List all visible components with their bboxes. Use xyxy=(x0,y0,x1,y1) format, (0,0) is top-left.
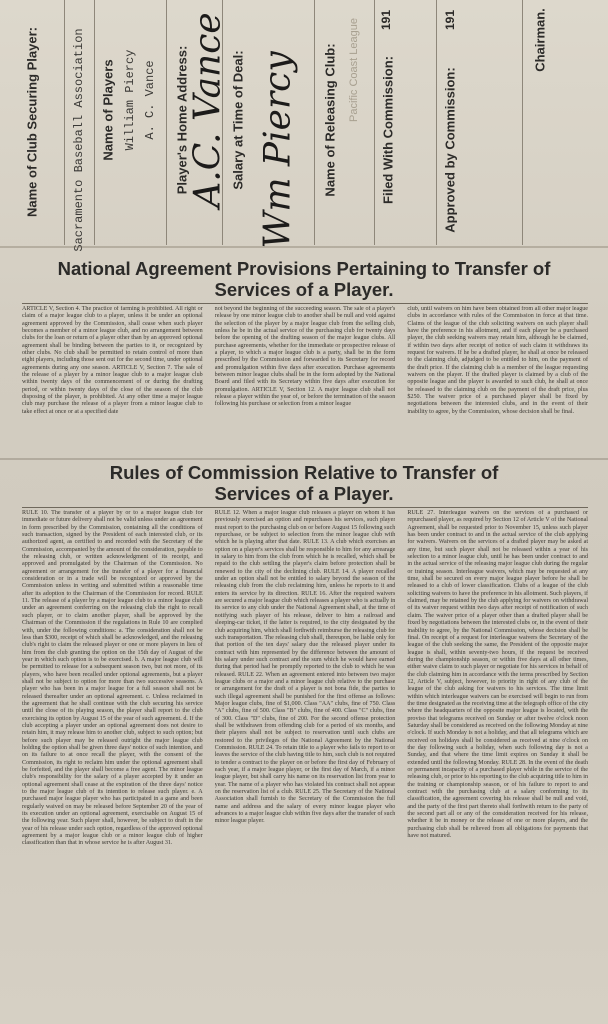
filed-year: 191 xyxy=(379,9,393,31)
club-securing-column xyxy=(0,0,65,245)
section1-col-1: ARTICLE V, Section 4. The practice of farming is prohibited. All right or claim of a major league club to a player, unless it be under an optional agreement approved by the Commission, shall cease when such player becomes a member of a minor league club, and no arrangement between clubs for the loan or return of a player other than by an approved optional agreement shall be binding between the parties to it, or recognized by other clubs. No club shall be permitted to retain control of more than eight players, including those sent out for the second time, under optional agreements during any one season. ARTICLE V, Section 7. The sale of the release of a player by a minor league club to a major league club within twenty days of the commencement of or during the drafting period, or within twenty days of the close of the season of the club disposing of the player, is prohibited. At any other time a major league club may purchase the release of a player from a minor league club to take effect at once or at a specified date xyxy=(22,306,203,415)
home-address-column xyxy=(166,0,229,245)
approved-year: 191 xyxy=(443,9,457,31)
section1-title-line1: National Agreement Provisions Pertaining to Transfer of xyxy=(57,258,551,279)
section2-title-line1: Rules of Commission Relative to Transfer of xyxy=(109,462,499,483)
filed-column xyxy=(374,0,437,245)
section2-rule xyxy=(22,507,588,508)
home-address-label: Player's Home Address: xyxy=(174,45,190,195)
section1-title xyxy=(0,258,608,300)
club-securing-value-column xyxy=(64,0,95,252)
filed-label: Filed With Commission: xyxy=(380,56,396,204)
releasing-stamp: Pacific Coast League xyxy=(348,18,360,122)
releasing-club-column xyxy=(314,0,375,245)
section1-title-line2: Services of a Player. xyxy=(214,279,394,300)
approved-column xyxy=(436,0,523,245)
signature-piercy: Wm Piercy xyxy=(257,51,299,249)
releasing-club-label: Name of Releasing Club: xyxy=(322,43,338,197)
players-column xyxy=(94,0,167,245)
fold-line-2 xyxy=(0,458,608,460)
approved-label: Approved by Commission: xyxy=(442,67,458,233)
salary-column xyxy=(222,0,315,249)
chairman-label: Chairman. xyxy=(532,8,548,72)
section2-col-3: RULE 27. Interleague waivers on the services of a purchased or repurchased player, as required by Section 12 of Article V of the National Agreement, shall be requested prior to November 15, unless such player has been under contract to and in the actual service of the club applying for waivers. Waivers on the services of a drafted player may be asked at any time, but such player shall not be released within a year of his selection to a minor league club, until he has been under contract to and in the actual service of the releasing major league club during the regular or training season. Interleague waivers, which may be requested at any time, shall be secured on every major league player before he shall be released to a club of lower classification. Clubs of a league of the club soliciting waivers to have the preference in his allotment. Such players, if claimed, may be retained by the club applying for waivers on withdrawal of its waiver request within two days after receipt of notification of such claim. The waiver price of a player other than a drafted player shall be fixed by negotiations between the interested clubs or, in the event of their inability to agree, by the National Commission, whose decision shall be final. On receipt of a request for interleague waivers the Secretary of the league of the club seeking the same, the President of the opposite major league is shall, within seventy-two hours, if the request be received during the championship season, or within five days at all other times, either waive claim to such player or negotiate for his services in behalf of the club claiming him in accordance with the terms prescribed by Section 12, Article V, subject, however, to priority in right of any club of the league of the club asking for waivers to his services. The time limit within which interleague waivers can be exercised will begin to run from the time designated as the receiving time at the telegraph office of the city where the headquarters of the opposite major league is located, with the proviso that telegrams received on Sunday or after twelve o'clock noon Saturday shall be considered as received on the following Monday at nine o'clock. If such Monday is not a holiday, and that all telegrams which are received on holidays shall be considered as received at nine o'clock on the day following such a holiday, when such following day is not a Sunday, and that where the time limit expires on Sunday it shall be extended until the following Monday. RULE 28. In the event of the death or permanent incapacity of a purchased player while in the service of the releasing club, or prior to his reporting to the club acquiring title to him in the training or championship season, or of his failure to report to and contract with the purchasing club at a salary conforming to its classification, the agreement covering his release shall be null and void, and the party of the first part thereto shall forthwith return to the party of the second part all or any of the consideration received for his release, whether it be in money or the release of one or more players, and the purchasing club shall be relieved from all obligations for payments that have not matured. xyxy=(407,510,589,840)
player-vance: A. C. Vance xyxy=(143,60,157,140)
section2-col-2: RULE 12. When a major league club releases a player on whom it has previously exercised an option and repurchases his services, such player must report to the purchasing club on or before August 15 following such repurchase, or be subject to selection from the minor league club with which he is playing after that date. RULE 13. A club which exercises an option on a player's services shall be responsible to him for any arrearage in salary to him from the club from which he is recalled, which shall be repaid to the club settling the player's claim before protection shall be renewed to the city of the declining club. RULE 14. A player recalled under an option shall not be entitled to salary beyond the season of the releasing club from the club reclaiming him, unless he reports to it and enters its service by its direction. RULE 16. After the required waivers are secured a major league club which releases a player who is actually in its service to any club under the National Agreement shall, at the time of notifying such player of his release, deliver to him a railroad and sleeping-car ticket, if the latter is required, to the city designated by the club acquiring him, which shall forthwith reimburse the releasing club for such transportation. The releasing club shall, thereupon, be liable only for that portion of the ten days' salary due the released player under its contract with him represented by the difference between the amount of his salary under such contract and the sum which he would have earned during that period had he promptly reported to the club to which he was released. RULE 22. When an agreement entered into between two major league clubs or a major and a minor league club relative to the purchase or arrangement for the draft of a player is not bona fide, the parties to such illegal agreement shall be punished for the first offense as follows: Major league clubs, fine of $1,000. Class "AA" clubs, fine of 750. Class "A" clubs, fine of 500. Class "B" clubs, fine of 400. Class "C" clubs, fine of 300. Class "D" clubs, fine of 200. For the second offense protection shall be withdrawn from offending club for a period of six months, and their players shall not be subject to reservation until such clubs are restored to the privileges of the National Agreement by the National Commission. RULE 24. To retain title to a player who fails to report to or leaves the service of the club having title to him, such club is not required to tender a contract to the player on or before the first day of February of each year, if a major league player, or the first day of March, if a minor league player, but shall carry his name on its reservation list from year to year. The name of a player who has violated his contract shall not appear on the reservation list of a club. RULE 25. The Secretary of the National Association shall furnish to the Secretary of the Commission the full name and address and the salary of every minor league player who advances to a major league club within five days after the transfer of such minor league player. xyxy=(214,510,396,825)
section2-col-1: RULE 10. The transfer of a player by or to a major league club for immediate or future delivery shall not be valid unless under an agreement in form prescribed by the Commission, containing all the conditions of such transaction, signed by the President of each interested club, or its authorized agent, as certified to and recorded with the Secretary of the Commission, accompanied by the amount of the consideration, payable to the releasing club, or written acknowledgment of its receipt, and approved and promulgated by the Chairman of the Commission. No agreement or arrangement for the transfer of a player for a financial consideration or in a trade will be recognized or approved by the Commission unless in writing and submitted within a reasonable time after its adoption to the Chairman of the Commission for record. RULE 11. The release of a player by a major league club to a minor league club under an agreement conferring on the releasing club the right to recall such player, or to claim another player, shall be approved by the Chairman of the Commission if the regulations in Rule 10 are complied with, under the following conditions: a. The consideration shall not be less than $300, receipt of which shall be acknowledged, and the releasing club's right to claim the released player or one or more players in lieu of him from the club granting the option on the 15th day of August of the year in which such option is to be exercised. b. A major league club will be permitted to release for a subsequent season two, but not more, of its players, who have been recalled under optional agreements, but a player shall not be subject to option for more than two successive seasons. A player who has been in a major league for a full season shall not be released thereafter under an optional agreement. c. Unless reclaimed in the agreement that he shall continue with the club securing his service until the close of its playing season, the player shall report to the club exercising its option by August 15 of the year of such agreement. d. If the club accepting a player under an optional agreement does not desire to retain him, it may release him to another club, subject to such option; but before such player may be released outright the major league club holding the option shall be given three days' notice of such intention, and on its failure to at once recall the player, with the consent of the Commission, its right to reclaim him under the optional agreement shall be forfeited, and the player shall become a free agent. The minor league club's responsibility for the salary of a player accepted by it under an optional agreement shall cease at the expiration of the three days' notice to the major league club of its intention to release such player. e. A purchased major league player who has participated in a game and been regularly waived on may be released before September 20 of the year of its execution under an optional agreement, exercisable on August 15 of the following year. Such player shall, however, be subject to draft in the year of his release under such option, regardless of the approved optional agreement by a major league club or a minor league club of higher classification than that in whose service he is after August 31. xyxy=(22,510,203,847)
section1-columns xyxy=(22,306,588,454)
signature-vance: A.C. Vance xyxy=(187,12,229,208)
chairman-column xyxy=(522,0,608,245)
club-securing-label: Name of Club Securing Player: xyxy=(24,27,40,217)
players-label: Name of Players xyxy=(100,59,116,161)
fold-line xyxy=(0,246,608,248)
transfer-form xyxy=(0,0,608,252)
section2-title xyxy=(0,462,608,504)
salary-label: Salary at Time of Deal: xyxy=(230,50,246,190)
section2-title-line2: Services of a Player. xyxy=(214,483,394,504)
section2-columns xyxy=(22,510,588,1020)
section1-col-2: not beyond the beginning of the succeeding season. The sale of a player's release by one minor league club to another shall be null and void against the selection of the player by a major league club from the selling club, unless he be in the actual service of the purchasing club for twenty days before the opening of the drafting season of the major league clubs. All purchase agreements, whether for the immediate or prospective release of a player, to which a major league club is a party, shall be in the form prescribed by the Commission and forwarded to its Secretary for record and promulgation within five days after execution. Purchase agreements between minor league clubs shall be in the form adopted by the National Board and filed with its Secretary within five days after execution for promulgation. ARTICLE V, Section 12. A major league club shall not release a player within the year of, or before the termination of the season following his purchase or selection from a minor league xyxy=(214,306,396,408)
section1-col-3: club, until waivers on him have been obtained from all other major league clubs in accordance with rules of the Commission in force at that time. Claims of the league of the club soliciting waivers on such player shall have the preference in his allotment, and if each player be a purchased player, the club seeking waivers may retain him, although he be claimed, if within two days after receipt of notice of such claim it withdraws its request for waivers. If he be a drafted player, he shall at once be released to the claiming club, adjudged to be entitled to him, on the payment of the draft price. If the claiming club is a member of the league requesting waivers on the player. If the drafted player is claimed by a club of the opposite league and the player is awarded to such club, he shall at once be released to the claiming club on the payment of the draft price, plus $250. The waiver price of a purchased player shall be fixed by negotiations between the interested clubs, and in the event of their inability to agree, by the Commission, whose decision shall be final. xyxy=(407,306,589,415)
club-securing-value: Sacramento Baseball Association xyxy=(72,28,86,252)
player-piercy: William Piercy xyxy=(123,49,137,151)
section1-rule xyxy=(22,303,588,304)
